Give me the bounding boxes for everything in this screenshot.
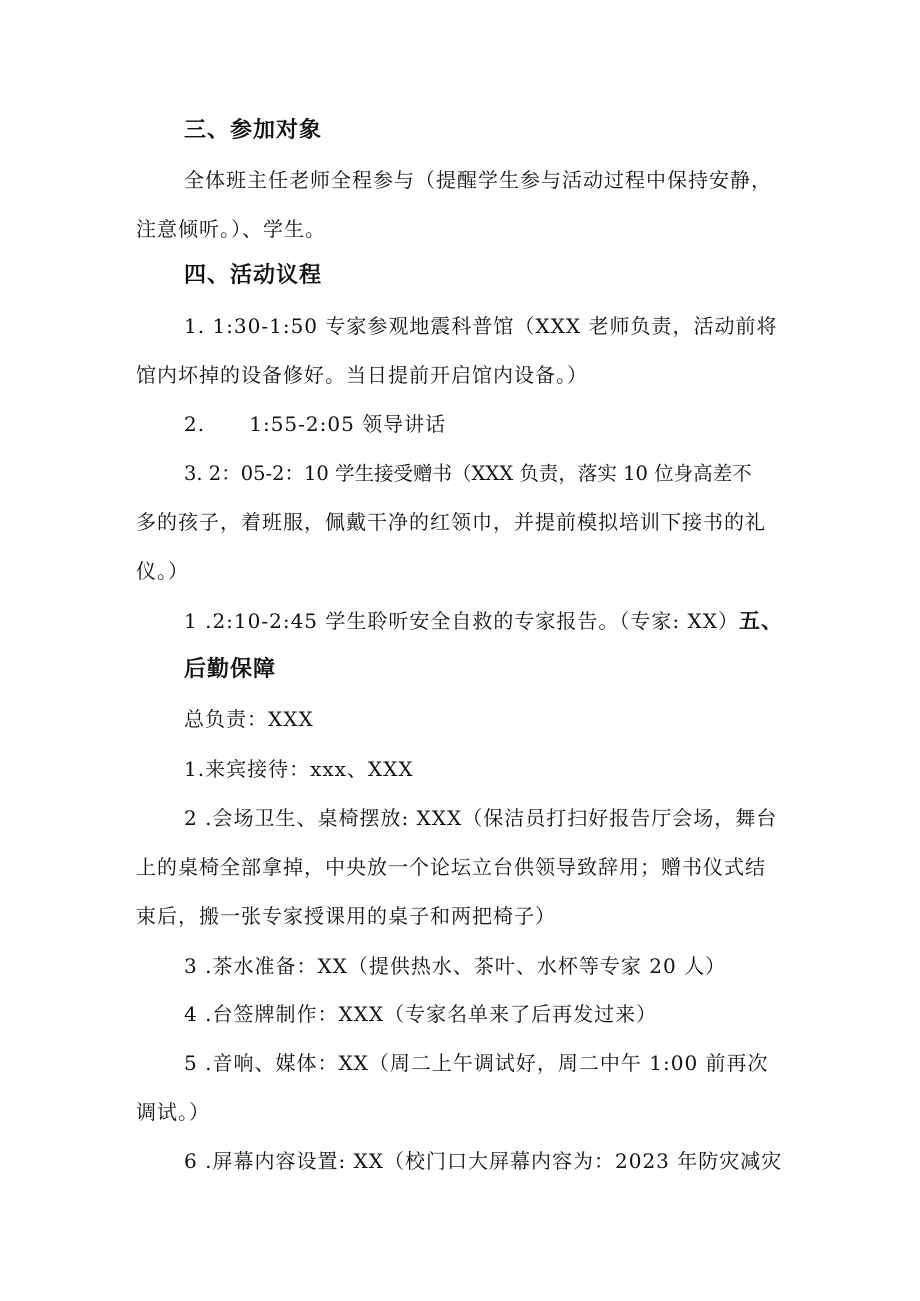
section-five-heading-part-2: 后勤保障: [184, 657, 277, 682]
logistics-item-6: 6 .屏幕内容设置: XX（校门口大屏幕内容为：2023 年防灾减灾: [184, 1149, 783, 1173]
logistics-item-2-line-1: 2 .会场卫生、桌椅摆放: XXX（保洁员打扫好报告厅会场，舞台: [184, 806, 778, 830]
logistics-item-1: 1.来宾接待：xxx、XXX: [184, 757, 414, 781]
logistics-lead: 总负责：XXX: [184, 707, 314, 731]
agenda-item-3-line-3: 仪。）: [136, 559, 189, 583]
agenda-item-1-line-2: 馆内坏掉的设备修好。当日提前开启馆内设备。）: [136, 363, 588, 387]
section-three-body-line-2: 注意倾听。）、学生。: [136, 217, 326, 241]
section-three-heading: 三、参加对象: [184, 118, 323, 143]
section-five-heading-part-1: 五、: [738, 609, 783, 633]
agenda-item-4-text: 1 .2:10-2:45 学生聆听安全自救的专家报告。（专家: XX）: [184, 609, 739, 633]
logistics-item-5-line-1: 5 .音响、媒体：XX（周二上午调试好，周二中午 1:00 前再次: [184, 1051, 769, 1075]
logistics-item-4: 4 .台签牌制作：XXX（专家名单来了后再发过来）: [184, 1002, 658, 1026]
logistics-item-5-line-2: 调试。）: [136, 1100, 210, 1124]
section-three-body-line-1: 全体班主任老师全程参与（提醒学生参与活动过程中保持安静，: [184, 168, 772, 192]
agenda-item-1-line-1: 1. 1:30-1:50 专家参观地震科普馆（XXX 老师负责，活动前将: [184, 314, 778, 338]
logistics-item-2-line-2: 上的桌椅全部拿掉，中央放一个论坛立台供领导致辞用；赠书仪式结: [136, 855, 766, 879]
agenda-item-3-line-2: 多的孩子，着班服，佩戴干净的红领巾，并提前模拟培训下接书的礼: [136, 510, 766, 534]
section-four-heading: 四、活动议程: [184, 263, 323, 288]
logistics-item-3: 3 .茶水准备：XX（提供热水、茶叶、水杯等专家 20 人）: [184, 954, 727, 978]
agenda-item-4: [184, 607, 783, 635]
agenda-item-3-line-1: 3. 2：05-2：10 学生接受赠书（XXX 负责，落实 10 位身高差不: [184, 462, 752, 485]
logistics-item-2-line-3: 束后，搬一张专家授课用的桌子和两把椅子）: [136, 904, 556, 928]
agenda-item-2: 2. 1:55-2:05 领导讲话: [184, 412, 447, 436]
